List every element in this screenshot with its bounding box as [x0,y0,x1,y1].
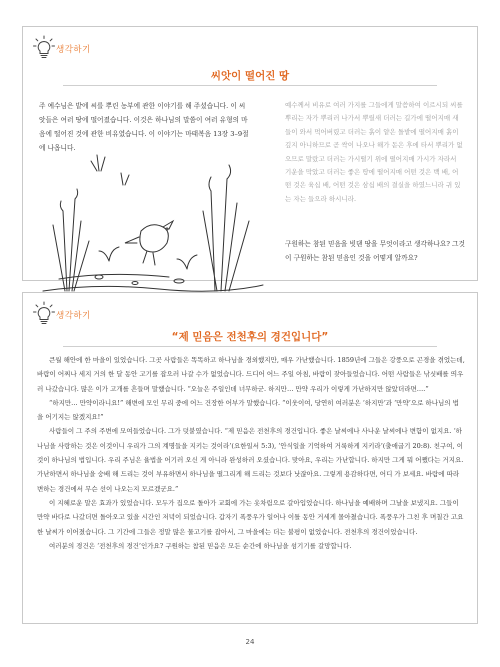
story-paragraph: “하지만… 만약이라니요!” 해변에 모인 무리 중에 어느 건장한 어부가 말했습니다. “이웃이여, 당연히 여러분은 ‘하지만’과 ‘만약’으로 하나님의 법을 어기지는 않겠지요!” [37,398,459,422]
section-tag-label: 생각하기 [56,45,91,55]
story-paragraph: 여러분의 경건은 ‘전천후의 경건’인가요? 구원하는 참된 믿음은 모든 순간에 하나님을 섬기기를 갈망합니다. [49,541,352,550]
box-title: 씨앗이 떨어진 땅 [210,70,290,82]
scripture-text: 예수께서 비유로 여러 가지를 그들에게 말씀하여 이르시되 씨를 뿌리는 자가 뿌리러 나가서 뿌릴새 더러는 길가에 떨어지매 새들이 와서 먹어버렸고 더러는 흙이 얕은 돌밭에 떨어지매 흙이 깊지 아니하므로 곧 싹이 나오나 해가 돋은 후에 타서 뿌리가 없으므로 말랐고 더러는 가시떨기 위에 떨어지매 가시가 자라서 기운을 막았고 더러는 좋은 땅에 떨어지매 어떤 것은 백 배, 어떤 것은 육십 배, 어떤 것은 삼십 배의 결실을 하였느니라 귀 있는 자는 들으라 하시니라. [285,101,463,203]
story-paragraph: 큰월 해안에 한 마을이 있었습니다. 그곳 사람들은 똑똑하고 하나님을 경외했지만, 매우 가난했습니다. 1859년에 그들은 강풍으로 곤경을 겪었는데, 바람이 어찌나 세지 거의 한 달 동안 고기를 잡으러 나갈 수가 없었습니다. 드디어 어느 주일 아침, 바람이 잦아들었습니다. 어떤 사람들은 낚싯배를 띄우러 나갔습니다. 많은 이가 고개를 흔들며 말했습니다. “오늘은 주일인데 너무하군. 하지만… 만약 우리가 이렇게 가난하지만 않았더라면….” [37,356,465,393]
section-tag-label: 생각하기 [56,311,91,321]
reflection-box-2 [22,292,478,624]
sower-field-illustration [39,151,267,301]
section-tag [33,301,91,325]
reflection-box-1 [22,26,478,281]
lightbulb-icon [33,35,55,59]
story-body [37,353,465,553]
intro-text: 주 예수님은 밭에 씨를 뿌린 농부에 관한 이야기를 해 주셨습니다. 이 씨앗들은 여러 땅에 떨어졌습니다. 이것은 하나님의 말씀이 여러 유형의 마음에 떨어진 것에 관한 비유였습니다. 이 이야기는 마태복음 13장 3–9절에 나옵니다. [39,102,249,152]
section-tag [33,35,91,59]
question-text: 구원하는 참된 믿음을 빗댄 땅을 무엇이라고 생각하나요? 그것이 구원하는 참된 믿음인 것을 어떻게 알까요? [285,240,465,262]
title-divider [63,85,437,86]
title-divider [63,346,437,347]
story-paragraph: 이 지혜로운 말은 효과가 있었습니다. 모두가 집으로 돌아가 교회에 가는 옷차림으로 갈아입었습니다. 하나님을 예배하며 그날을 보냈지요. 그들이 만약 바다로 나갔더면 돌아오고 있을 시간인 저녁이 되었습니다. 갑자기 폭풍우가 일어나 이틀 동안 거세게 몰아쳤습니다. 폭풍우가 그친 후 며칠간 고요한 날씨가 이어졌습니다. 그 기간에 그들은 정말 많은 물고기를 잡아서, 그 마을에는 더는 불평이 없었습니다. 전천후의 경건이었습니다. [37,498,464,536]
story-title: “제 믿음은 전천후의 경건입니다” [171,331,329,343]
lightbulb-icon [33,301,55,325]
story-paragraph: 사람들이 그 주의 주변에 모여들었습니다. 그가 덧붙였습니다. “제 믿음은 전천후의 경건입니다. 좋은 날씨에나 사나운 날씨에나 변함이 없지요. ‘하나님을 사랑하는 것은 이것이니 우리가 그의 계명들을 지키는 것이라’(요한일서 5:3), ‘안식일을 기억하여 거룩하게 지키라’(출애굽기 20:8). 친구여, 이것이 하나님의 법입니다. 우리 주님은 율법을 어기러 오신 게 아니라 완성하러 오셨습니다. 맞아요, 우리는 가난합니다. 하지만 그게 뭐 어쨌다는 거지요. 가난하면서 하나님을 숭배 해 드리는 것이 부유하면서 하나님을 떨그리게 해 드리는 것보다 낫잖아요. 그렇게 용감하다면, 어디 가 보세요. 바람에 따라 변하는 경건에서 무슨 선이 나오는지 모르겠군요.” [37,427,464,493]
page-number: 24 [245,638,255,646]
